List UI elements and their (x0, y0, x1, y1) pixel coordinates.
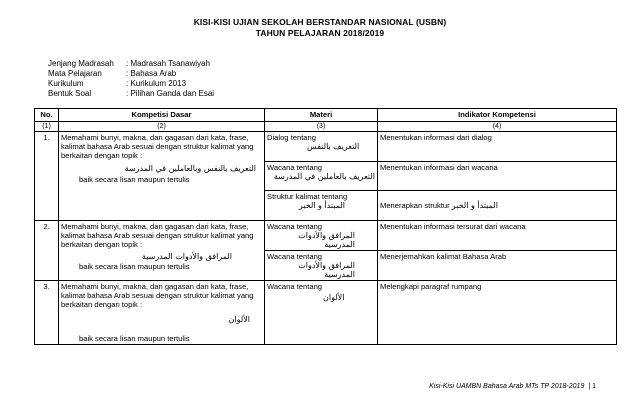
kd-arabic: المرافق والأدوات المدرسية (141, 252, 232, 261)
materi-arabic: التعريف بالنفس (307, 142, 360, 151)
materi-cell: Wacana tentang التعريف بالعاملين في المدرسة (265, 162, 378, 191)
indikator-cell: Melengkapi paragraf rumpang (378, 281, 617, 345)
materi-cell: Dialog tentang التعريف بالنفس (265, 132, 378, 162)
kd-cell: Memahami bunyi, makna, dan gagasan dari kata, frase, kalimat bahasa Arab sesuai dengan struktur kalimat yang berkaitan dengan topik : المرافق والأدوات المدرسية baik secara lisan maupun tertulis (59, 221, 265, 281)
table-row (35, 221, 617, 251)
header-kompetisi: Kompetisi Dasar (59, 109, 265, 122)
kd-cell: Memahami bunyi, makna, dan gagasan dari kata, frase, kalimat bahasa Arab sesuai dengan struktur kalimat yang berkaitan dengan topik : التعريف بالنفس وبالعاملين في المدرسة baik secara lisan maupun tertulis (59, 132, 265, 221)
indikator-cell: Menentukan informasi dari dialog (378, 132, 617, 162)
kd-arabic: الألوان (228, 315, 250, 324)
footer-text: Kisi-Kisi UAMBN Bahasa Arab MTs TP 2018-2019 (429, 383, 585, 390)
row-number: 2. (35, 221, 59, 281)
table-header-row (35, 109, 617, 122)
kisi-kisi-table (34, 108, 617, 345)
document-title: KISI-KISI UJIAN SEKOLAH BERSTANDAR NASIONAL (USBN) (193, 17, 447, 27)
table-row (35, 132, 617, 162)
materi-arabic: المرافق والأدوات المدرسية (298, 231, 355, 249)
info-row: Kurikulum : Kurikulum 2013 (48, 79, 187, 88)
kd-tail: baik secara lisan maupun tertulis (79, 334, 190, 343)
kd-arabic: التعريف بالنفس وبالعاملين في المدرسة (124, 164, 256, 173)
column-number-row: (1) (2) (3) (4) (35, 122, 617, 132)
materi-cell: Struktur kalimat tentang المبتدأ و الخبر (265, 191, 378, 221)
indikator-cell: Menerapkan struktur المبتدأ و الخبر (378, 191, 617, 221)
info-block (48, 59, 214, 99)
kd-tail: baik secara lisan maupun tertulis (79, 175, 190, 184)
kd-tail: baik secara lisan maupun tertulis (79, 262, 190, 271)
materi-cell: Wacana tentang المرافق والأدوات المدرسية (265, 221, 378, 251)
info-row: Mata Pelajaran : Bahasa Arab (48, 69, 177, 78)
indikator-cell: Menentukan informasi dari wacana (378, 162, 617, 191)
kd-cell: Memahami bunyi, makna, dan gagasan dari kata, frase, kalimat bahasa Arab sesuai dengan struktur kalimat yang berkaitan dengan topik : الألوان baik secara lisan maupun tertulis (59, 281, 265, 345)
indikator-cell: Menentukan informasi tersurat dari wacana (378, 221, 617, 251)
info-row: Jenjang Madrasah : Madrasah Tsanawiyah (48, 59, 210, 68)
materi-arabic: المرافق والأدوات المدرسية (298, 261, 355, 279)
materi-cell: Wacana tentang المرافق والأدوات المدرسية (265, 251, 378, 281)
materi-arabic: التعريف بالعاملين في المدرسة (273, 172, 375, 181)
info-row: Bentuk Soal : Pilihan Ganda dan Esai (48, 89, 215, 98)
row-number: 3. (35, 281, 59, 345)
page-footer (429, 383, 596, 390)
indikator-cell: Menerjemahkan kalimat Bahasa Arab (378, 251, 617, 281)
header-indikator: Indikator Kompetensi (378, 109, 617, 122)
indikator-arabic: المبتدأ و الخبر (451, 201, 498, 210)
materi-arabic: الألوان (323, 293, 345, 302)
header-no: No. (35, 109, 59, 122)
document-subtitle: TAHUN PELAJARAN 2018/2019 (255, 28, 385, 38)
materi-arabic: المبتدأ و الخبر (298, 201, 345, 210)
materi-cell: Wacana tentang الألوان (265, 281, 378, 345)
table-row (35, 281, 617, 345)
page-number: | 1 (588, 383, 596, 390)
header-materi: Materi (265, 109, 378, 122)
row-number: 1. (35, 132, 59, 221)
